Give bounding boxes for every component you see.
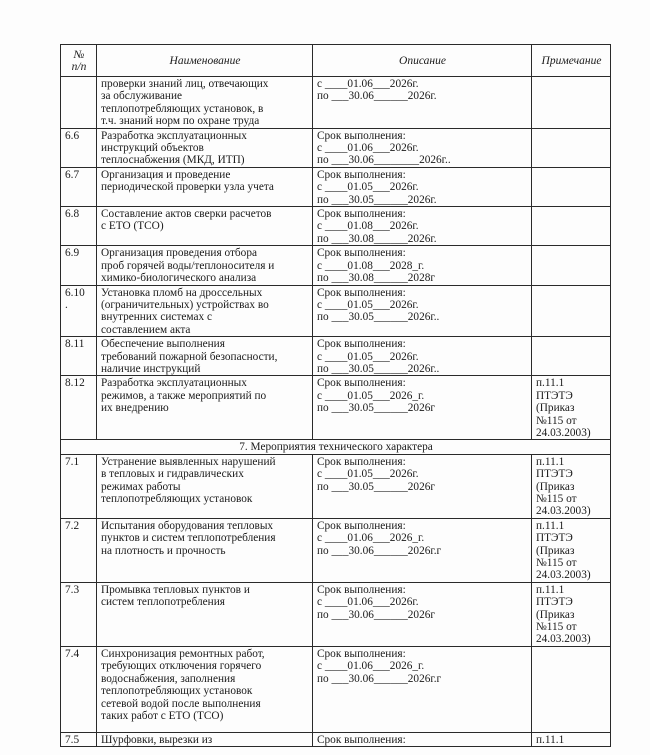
table-row	[61, 128, 611, 167]
row-number: 6.7	[61, 167, 97, 206]
table-row	[61, 454, 611, 518]
row-number: 6.10 .	[61, 285, 97, 337]
section-header-row	[61, 440, 611, 454]
table-row	[61, 646, 611, 732]
table-row	[61, 285, 611, 337]
row-description: Срок выполнения: с ____01.06___2026г. по ___30.06______2026г	[313, 582, 532, 646]
row-note	[532, 167, 611, 206]
row-description: Срок выполнения: с ____01.08___2026г. по ___30.08______2026г.	[313, 207, 532, 246]
row-name: Организация и проведение периодической проверки узла учета	[97, 167, 313, 206]
row-note	[532, 246, 611, 285]
row-description: Срок выполнения: с ____01.06___2026_г. по ___30.06______2026г.г	[313, 646, 532, 732]
row-name: Организация проведения отбора проб горячей воды/теплоносителя и химико-биологического анализа	[97, 246, 313, 285]
row-number: 7.2	[61, 518, 97, 582]
row-note	[532, 77, 611, 129]
row-number: 6.8	[61, 207, 97, 246]
row-note: п.11.1 ПТЭТЭ (Приказ №115 от 24.03.2003)	[532, 582, 611, 646]
table-header-row	[61, 45, 611, 77]
row-note	[532, 128, 611, 167]
row-name: Устранение выявленных нарушений в тепловых и гидравлических режимах работы теплопотребляющих установок	[97, 454, 313, 518]
row-number: 6.6	[61, 128, 97, 167]
header-number: № п/п	[61, 45, 97, 77]
row-note	[532, 207, 611, 246]
row-name: Разработка эксплуатационных режимов, а также мероприятий по их внедрению	[97, 376, 313, 440]
table-row	[61, 518, 611, 582]
row-description: Срок выполнения: с ____01.05___2026г. по ___30.05______2026г..	[313, 337, 532, 376]
row-name: Синхронизация ремонтных работ, требующих отключения горячего водоснабжения, заполнения теплопотребляющих установок сетевой водой после выполнения таких работ с ЕТО (ТСО)	[97, 646, 313, 732]
table-row	[61, 207, 611, 246]
row-name: Испытания оборудования тепловых пунктов и систем теплопотребления на плотность и прочность	[97, 518, 313, 582]
table-row	[61, 167, 611, 206]
row-description: Срок выполнения: с ____01.05___2026_г. по ___30.05______2026г	[313, 376, 532, 440]
row-number: 8.11	[61, 337, 97, 376]
row-note	[532, 646, 611, 732]
row-note: п.11.1	[532, 732, 611, 746]
row-description: Срок выполнения: с ____01.08___2028_г. по ___30.08______2028г	[313, 246, 532, 285]
table-row	[61, 582, 611, 646]
row-name: проверки знаний лиц, отвечающих за обслуживание теплопотребляющих установок, в т.ч. знаний норм по охране труда	[97, 77, 313, 129]
row-number: 7.4	[61, 646, 97, 732]
table-row	[61, 246, 611, 285]
row-name: Разработка эксплуатационных инструкций объектов теплоснабжения (МКД, ИТП)	[97, 128, 313, 167]
row-description: Срок выполнения: с ____01.05___2026г. по ___30.05______2026г..	[313, 285, 532, 337]
row-name: Шурфовки, вырезки из	[97, 732, 313, 746]
section-title: 7. Мероприятия технического характера	[61, 440, 611, 454]
row-number: 7.1	[61, 454, 97, 518]
table-row	[61, 376, 611, 440]
table-row	[61, 732, 611, 746]
row-number: 7.5	[61, 732, 97, 746]
row-note: п.11.1 ПТЭТЭ (Приказ №115 от 24.03.2003)	[532, 454, 611, 518]
row-number: 6.9	[61, 246, 97, 285]
row-note	[532, 285, 611, 337]
table-row	[61, 337, 611, 376]
row-name: Установка пломб на дроссельных (ограничительных) устройствах во внутренних системах с составлением акта	[97, 285, 313, 337]
row-description: Срок выполнения:	[313, 732, 532, 746]
row-number: 8.12	[61, 376, 97, 440]
row-number	[61, 77, 97, 129]
row-name: Обеспечение выполнения требований пожарной безопасности, наличие инструкций	[97, 337, 313, 376]
row-description: с ____01.06___2026г. по ___30.06______2026г.	[313, 77, 532, 129]
row-name: Составление актов сверки расчетов с ЕТО (ТСО)	[97, 207, 313, 246]
measures-table	[60, 44, 611, 747]
row-description: Срок выполнения: с ____01.06___2026_г. по ___30.06______2026г.г	[313, 518, 532, 582]
header-name: Наименование	[97, 45, 313, 77]
row-name: Промывка тепловых пунктов и систем теплопотребления	[97, 582, 313, 646]
header-description: Описание	[313, 45, 532, 77]
row-number: 7.3	[61, 582, 97, 646]
header-note: Примечание	[532, 45, 611, 77]
row-note: п.11.1 ПТЭТЭ (Приказ №115 от 24.03.2003)	[532, 376, 611, 440]
table-row	[61, 77, 611, 129]
row-note: п.11.1 ПТЭТЭ (Приказ №115 от 24.03.2003)	[532, 518, 611, 582]
row-description: Срок выполнения: с ____01.05___2026г. по ___30.05______2026г	[313, 454, 532, 518]
row-description: Срок выполнения: с ____01.06___2026г. по ___30.06________2026г..	[313, 128, 532, 167]
row-description: Срок выполнения: с ____01.05___2026г. по ___30.05______2026г.	[313, 167, 532, 206]
row-note	[532, 337, 611, 376]
